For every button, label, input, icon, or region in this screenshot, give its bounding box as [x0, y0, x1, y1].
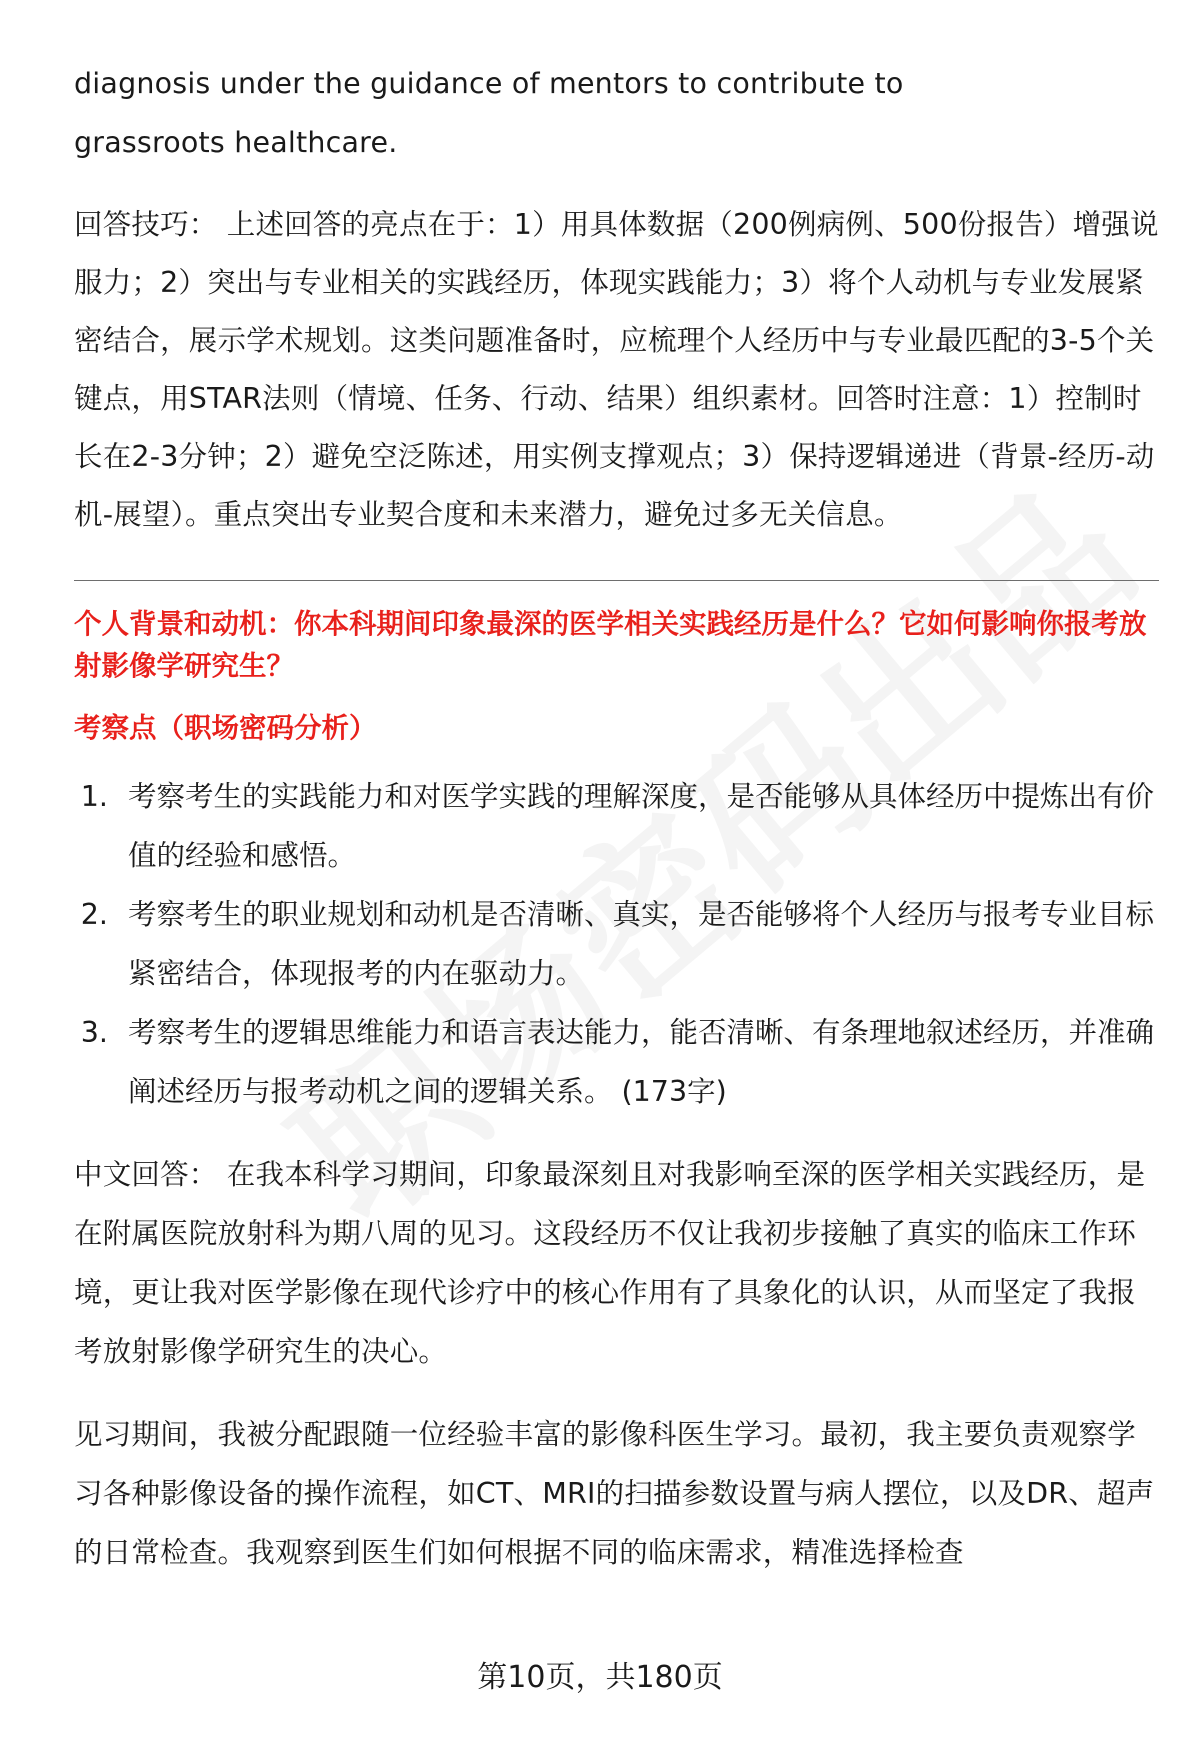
list-item: [74, 767, 1159, 885]
list-number: 1.: [80, 780, 108, 813]
list-item: [74, 885, 1159, 1003]
list-text: 考察考生的逻辑思维能力和语言表达能力，能否清晰、有条理地叙述经历，并准确阐述经历与报考动机之间的逻辑关系。 (173字): [128, 1016, 1155, 1108]
focus-points-list: [74, 767, 1159, 1121]
document-body: [74, 54, 1159, 1582]
focus-heading: 考察点（职场密码分析）: [74, 712, 377, 744]
answer-paragraph-2: 见习期间，我被分配跟随一位经验丰富的影像科医生学习。最初，我主要负责观察学习各种影像设备的操作流程，如CT、MRI的扫描参数设置与病人摆位，以及DR、超声的日常检查。我观察到医生们如何根据不同的临床需求，精准选择检查: [74, 1418, 1155, 1569]
answer-paragraph-1: 中文回答： 在我本科学习期间，印象最深刻且对我影响至深的医学相关实践经历，是在附属医院放射科为期八周的见习。这段经历不仅让我初步接触了真实的临床工作环境，更让我对医学影像在现代诊疗中的核心作用有了具象化的认识，从而坚定了我报考放射影像学研究生的决心。: [74, 1158, 1146, 1368]
intro-paragraph: diagnosis under the guidance of mentors to contribute to grassroots healthcare.: [74, 67, 904, 159]
list-number: 3.: [80, 1016, 108, 1049]
list-number: 2.: [80, 898, 108, 931]
page-number-footer: 第10页，共180页: [477, 1660, 723, 1695]
list-text: 考察考生的职业规划和动机是否清晰、真实，是否能够将个人经历与报考专业目标紧密结合，体现报考的内在驱动力。: [128, 898, 1155, 990]
question-heading: 个人背景和动机：你本科期间印象最深的医学相关实践经历是什么？它如何影响你报考放射影像学研究生？: [74, 608, 1147, 682]
tips-paragraph: 回答技巧： 上述回答的亮点在于：1）用具体数据（200例病例、500份报告）增强说服力；2）突出与专业相关的实践经历，体现实践能力；3）将个人动机与专业发展紧密结合，展示学术规划。这类问题准备时，应梳理个人经历中与专业最匹配的3-5个关键点，用STAR法则（情境、任务、行动、结果）组织素材。回答时注意：1）控制时长在2-3分钟；2）避免空泛陈述，用实例支撑观点；3）保持逻辑递进（背景-经历-动机-展望）。重点突出专业契合度和未来潜力，避免过多无关信息。: [74, 208, 1159, 531]
section-divider: [74, 580, 1159, 581]
list-item: [74, 1003, 1159, 1121]
list-text: 考察考生的实践能力和对医学实践的理解深度，是否能够从具体经历中提炼出有价值的经验和感悟。: [128, 780, 1155, 872]
